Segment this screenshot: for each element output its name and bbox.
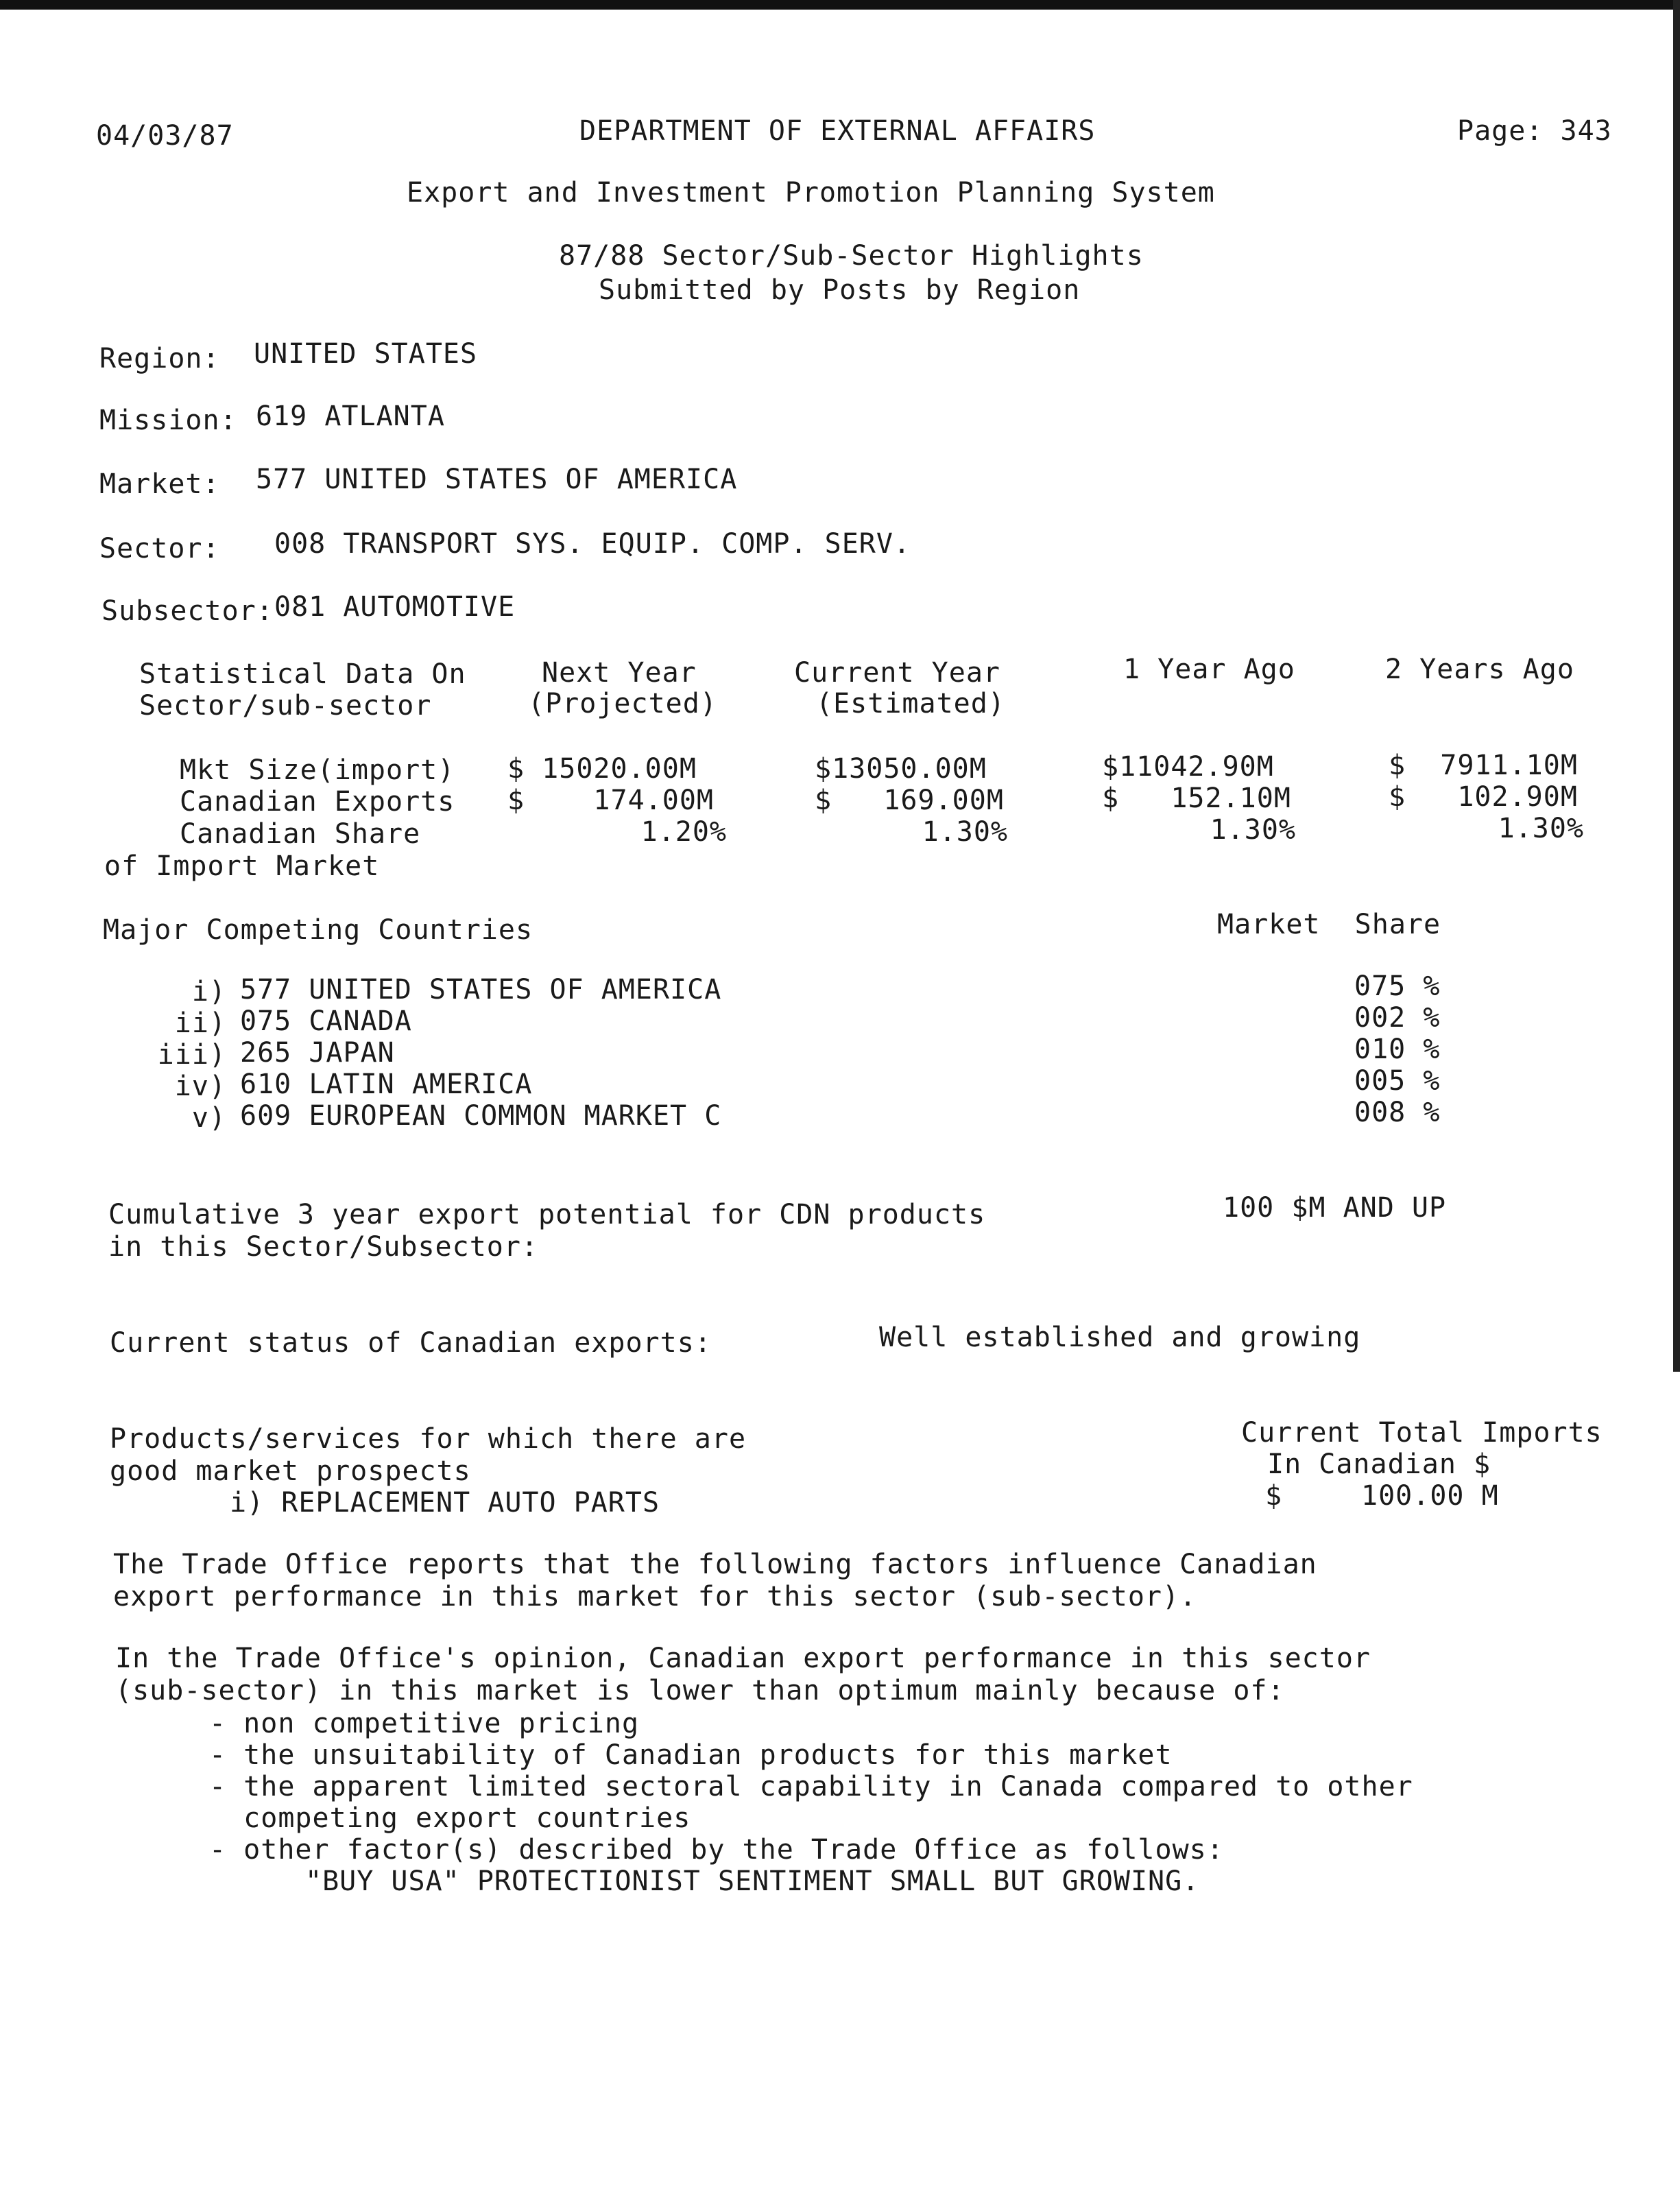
competitor-num: iii) [157, 1039, 226, 1071]
col-1-year-ago: 1 Year Ago [1123, 654, 1295, 685]
region-value: UNITED STATES [254, 338, 478, 370]
competitor-share: 005 % [1354, 1065, 1441, 1097]
competitor-num: ii) [174, 1008, 226, 1039]
page-number: Page: 343 [1457, 115, 1612, 147]
status-label: Current status of Canadian exports: [110, 1327, 712, 1359]
scan-edge-right [1673, 0, 1680, 1372]
department-title: DEPARTMENT OF EXTERNAL AFFAIRS [579, 115, 1096, 147]
row-mkt-size-label: Mkt Size(import) [180, 754, 455, 786]
stats-label-line1: Statistical Data On [139, 658, 466, 690]
products-line2: good market prospects [110, 1455, 471, 1487]
col-current-year: Current Year [794, 657, 1000, 689]
share-suffix: of Import Market [104, 850, 380, 882]
row-mkt-size-current: $13050.00M [815, 753, 987, 785]
potential-line2: in this Sector/Subsector: [108, 1231, 539, 1263]
sector-label: Sector: [99, 533, 220, 564]
stats-label-line2: Sector/sub-sector [139, 690, 432, 722]
competitors-heading: Major Competing Countries [103, 914, 533, 946]
row-share-1y: 1.30% [1210, 814, 1296, 846]
competitor-share: 075 % [1354, 970, 1441, 1002]
factors-intro-line1: The Trade Office reports that the following factors influence Canadian [113, 1549, 1317, 1580]
competitor-name: 610 LATIN AMERICA [240, 1069, 533, 1100]
competitor-num: iv) [174, 1071, 226, 1102]
row-mkt-size-1y: $11042.90M [1102, 751, 1274, 783]
factor-bullet: - other factor(s) described by the Trade Office as follows: [209, 1834, 1224, 1866]
col-next-year: Next Year [542, 657, 697, 689]
products-item: i) REPLACEMENT AUTO PARTS [230, 1487, 660, 1519]
col-2-years-ago: 2 Years Ago [1385, 654, 1574, 685]
opinion-line2: (sub-sector) in this market is lower than optimum mainly because of: [115, 1675, 1285, 1706]
system-title: Export and Investment Promotion Planning System [407, 177, 1215, 209]
report-date: 04/03/87 [96, 120, 234, 152]
row-share-current: 1.30% [922, 816, 1008, 848]
mission-value: 619 ATLANTA [256, 401, 445, 432]
region-label: Region: [99, 343, 220, 374]
scan-edge-top [0, 0, 1680, 10]
row-mkt-size-next: $ 15020.00M [507, 753, 697, 785]
sector-value: 008 TRANSPORT SYS. EQUIP. COMP. SERV. [274, 528, 911, 560]
factor-quote: "BUY USA" PROTECTIONIST SENTIMENT SMALL BUT GROWING. [305, 1866, 1200, 1897]
factor-bullet: - the unsuitability of Canadian products for this market [209, 1739, 1173, 1771]
row-exports-next: $ 174.00M [507, 785, 714, 816]
market-label: Market: [99, 468, 220, 500]
col-current-year-sub: (Estimated) [816, 688, 1005, 719]
factors-intro-line2: export performance in this market for this sector (sub-sector). [113, 1581, 1197, 1612]
market-value: 577 UNITED STATES OF AMERICA [256, 464, 738, 495]
factor-bullet: - the apparent limited sectoral capability in Canada compared to other [209, 1771, 1413, 1802]
imports-line2: In Canadian $ [1267, 1449, 1491, 1480]
imports-line1: Current Total Imports [1241, 1417, 1603, 1449]
competitor-num: i) [191, 976, 226, 1008]
potential-value: 100 $M AND UP [1223, 1192, 1447, 1224]
subsector-label: Subsector: [101, 595, 274, 627]
report-subtitle: Submitted by Posts by Region [599, 274, 1081, 306]
row-exports-2y: $ 102.90M [1389, 781, 1578, 813]
mission-label: Mission: [99, 405, 237, 436]
competitor-share: 002 % [1354, 1002, 1441, 1034]
market-share-heading: Market Share [1217, 909, 1441, 940]
competitor-name: 577 UNITED STATES OF AMERICA [240, 974, 722, 1005]
imports-value: 100.00 M [1361, 1480, 1499, 1512]
row-exports-1y: $ 152.10M [1102, 783, 1291, 814]
competitor-name: 265 JAPAN [240, 1037, 395, 1069]
row-mkt-size-2y: $ 7911.10M [1389, 750, 1578, 781]
factor-bullet: competing export countries [209, 1802, 691, 1834]
competitor-num: v) [191, 1102, 226, 1134]
competitor-name: 609 EUROPEAN COMMON MARKET C [240, 1100, 722, 1132]
col-next-year-sub: (Projected) [528, 688, 717, 719]
report-title: 87/88 Sector/Sub-Sector Highlights [559, 240, 1144, 272]
factor-bullet: - non competitive pricing [209, 1708, 640, 1739]
row-share-2y: 1.30% [1498, 813, 1584, 844]
status-value: Well established and growing [879, 1322, 1361, 1353]
row-exports-label: Canadian Exports [180, 786, 455, 818]
subsector-value: 081 AUTOMOTIVE [274, 591, 516, 623]
row-share-label: Canadian Share [180, 818, 421, 850]
row-share-next: 1.20% [640, 816, 727, 848]
potential-line1: Cumulative 3 year export potential for CDN products [108, 1199, 986, 1230]
products-line1: Products/services for which there are [110, 1423, 747, 1455]
row-exports-current: $ 169.00M [815, 785, 1004, 816]
imports-currency: $ [1265, 1480, 1283, 1512]
competitor-share: 008 % [1354, 1097, 1441, 1128]
competitor-share: 010 % [1354, 1034, 1441, 1065]
competitor-name: 075 CANADA [240, 1005, 412, 1037]
opinion-line1: In the Trade Office's opinion, Canadian export performance in this sector [115, 1643, 1371, 1674]
